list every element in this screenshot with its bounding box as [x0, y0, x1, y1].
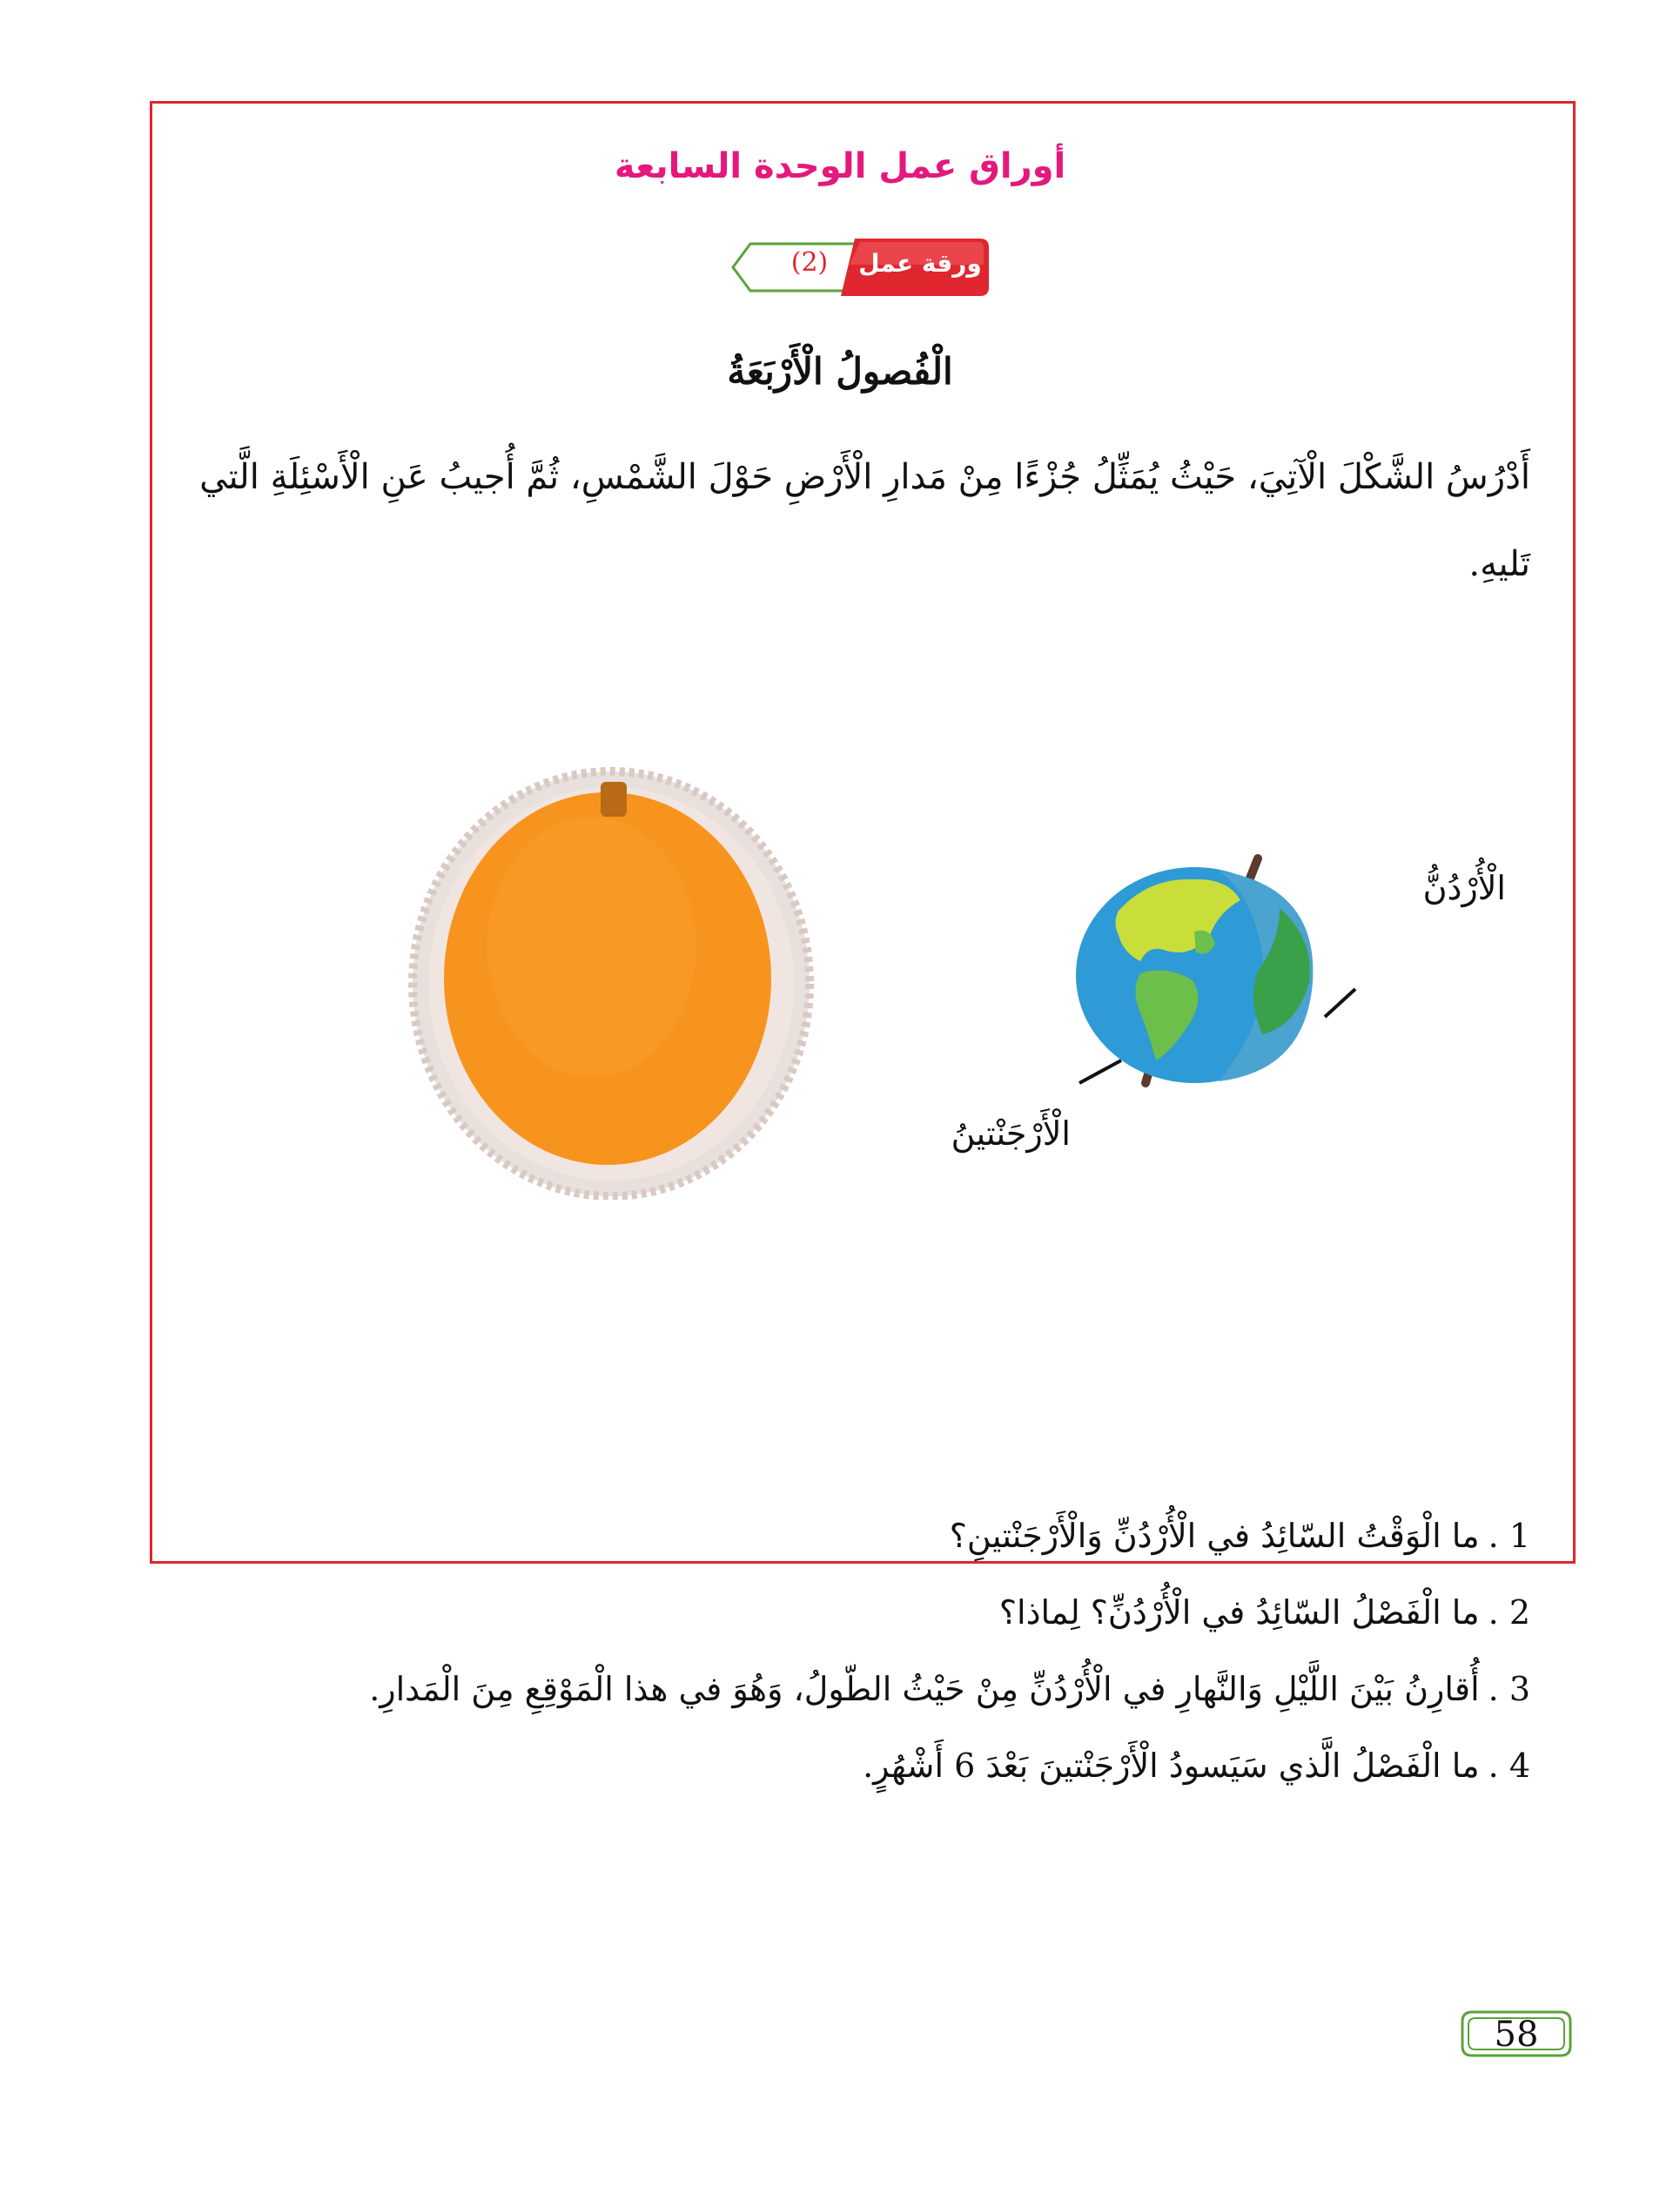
question-number: 2 . — [1488, 1593, 1530, 1632]
sun-icon — [413, 771, 810, 1196]
question-text: ما الْوَقْتُ السّائِدُ في الْأُرْدُنِّ وَالْأَرْجَنْتينِ؟ — [949, 1517, 1480, 1555]
worksheet-badge — [731, 235, 992, 299]
page-number-badge — [1460, 2009, 1573, 2058]
question-number: 3 . — [1488, 1670, 1530, 1708]
lesson-instructions: أَدْرُسُ الشَّكْلَ الْآتِيَ، حَيْثُ يُمَثِّلُ جُزْءًا مِنْ مَدارِ الْأَرْضِ حَوْلَ الشَّمْسِ، ثُمَّ أُجيبُ عَنِ الْأَسْئِلَةِ الَّتي تَليهِ. — [199, 457, 1530, 584]
label-argentina: الْأَرْجَنْتينُ — [951, 1114, 1071, 1153]
question-item — [192, 1517, 1530, 1555]
question-text: ما الْفَصْلُ السّائِدُ في الْأُرْدُنِّ؟ لِماذا؟ — [998, 1593, 1480, 1632]
worksheet-label: ورقة عمل — [858, 249, 982, 278]
question-text: ما الْفَصْلُ الَّذي سَيَسودُ الْأَرْجَنْتينَ بَعْدَ 6 أَشْهُرٍ. — [863, 1746, 1480, 1785]
worksheet-number: (2) — [790, 247, 829, 278]
unit-title: أوراق عمل الوحدة السابعة — [614, 146, 1066, 186]
earth-globe-icon — [1076, 858, 1313, 1083]
jordan-pointer-line — [1325, 989, 1355, 1017]
question-text: أُقارِنُ بَيْنَ اللَّيْلِ وَالنَّهارِ في الْأُرْدُنِّ مِنْ حَيْثُ الطّولُ، وَهُوَ في هذا الْمَوْقِعِ مِنَ الْمَدارِ. — [369, 1670, 1480, 1708]
question-item — [192, 1746, 1530, 1785]
question-number: 1 . — [1488, 1517, 1530, 1555]
question-item — [192, 1593, 1530, 1632]
question-number: 4 . — [1488, 1746, 1530, 1785]
label-jordan: الْأُرْدُنُّ — [1422, 869, 1506, 907]
question-item — [192, 1670, 1530, 1708]
lesson-title: الْفُصولُ الْأَرْبَعَةُ — [727, 350, 953, 393]
page-number: 58 — [1494, 2015, 1539, 2055]
argentina-pointer-line — [1079, 1060, 1121, 1083]
